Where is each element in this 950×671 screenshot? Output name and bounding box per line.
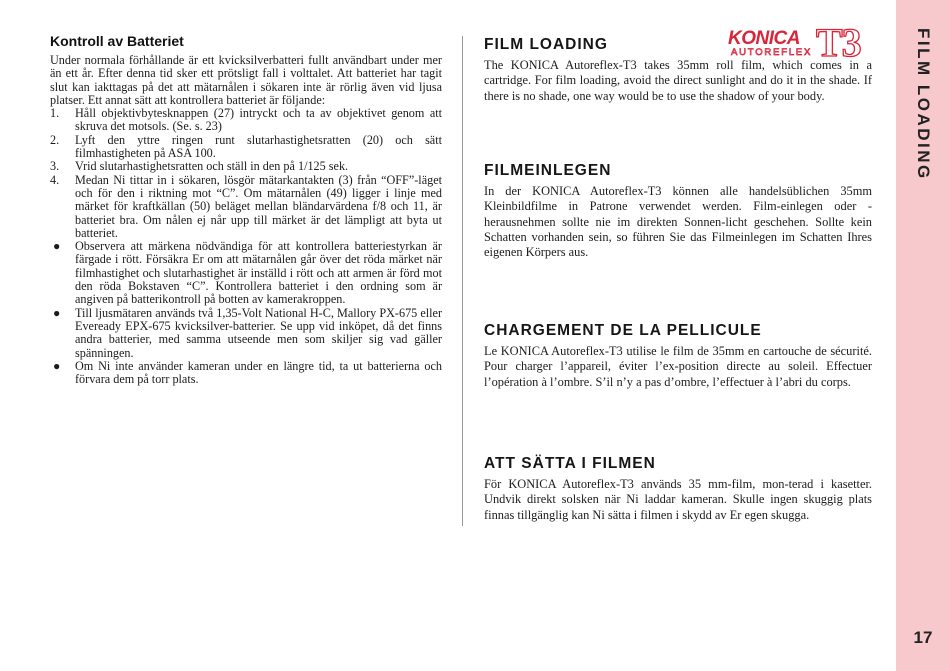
section-film-loading-de (484, 162, 872, 260)
bullet-icon: ● (53, 358, 61, 373)
section-heading: ATT SÄTTA I FILMEN (484, 455, 656, 472)
left-column (50, 33, 442, 386)
list-item (50, 107, 442, 134)
section-heading: FILMEINLEGEN (484, 162, 612, 179)
section-film-loading-sv (484, 455, 872, 523)
side-tab-label: FILM LOADING (914, 28, 933, 181)
step-number: 4. (50, 172, 60, 187)
list-item (50, 240, 442, 306)
battery-check-intro: Under normala förhållande är ett kvicksilverbatteri fullt användbart under mer än ett år. Efter denna tid sker ett prötsligt fall i volttalet. Att batteriet har tagit slut kan iakttagas på det att mätarnålen i sökaren inte är rörlig även vid ljusa platser. Ett annat sätt att kontrollera batteriet är följande: (50, 53, 442, 107)
step-text: Lyft den yttre ringen runt slutarhastighetsratten (20) och sätt filmhastigheten på ASA 100. (75, 132, 442, 161)
logo-brand: KONICA (728, 28, 800, 49)
list-item (50, 174, 442, 240)
list-item (50, 160, 442, 173)
section-film-loading-en (484, 36, 872, 104)
battery-check-steps (50, 107, 442, 240)
list-item (50, 307, 442, 360)
list-item (50, 134, 442, 161)
section-heading: FILM LOADING (484, 36, 608, 53)
logo-subbrand: AUTOREFLEX (731, 47, 813, 58)
section-text: The KONICA Autoreflex-T3 takes 35mm roll film, which comes in a cartridge. For film loading, avoid the direct sunlight and do it in the shade. If there is no shade, one way would be to use the shadow of your body. (484, 58, 872, 103)
section-film-loading-fr (484, 322, 872, 390)
battery-notes (50, 240, 442, 386)
section-heading: CHARGEMENT DE LA PELLICULE (484, 322, 762, 339)
side-tab (896, 0, 950, 671)
list-item (50, 360, 442, 387)
battery-check-body (50, 54, 442, 386)
step-text: Medan Ni tittar in i sökaren, lösgör mätarkantakten (3) från “OFF”-läget och för den i riktning mot “C”. Om mätarnålen (49) ligger i linje med märket för kraftkällan (50) beläget mellan bländarvärdena f/8 och 11, är batteriet bra. Om nålen ej når upp till märket är det lämpligt att byta ut batteriet. (75, 172, 442, 240)
section-text: In der KONICA Autoreflex-T3 können alle handelsüblichen 35mm Kleinbildfilme in Patrone verwendet werden. Film-einlegen oder -herausnehmen sollte nie im direkten Sonnen-licht geschehen. Sollte kein Schatten vorhanden sein, so führen Sie das Filmeinlegen im Schatten Ihres eigenen Körpers aus. (484, 184, 872, 260)
step-text: Håll objektivbytesknappen (27) intryckt och ta av objektivet genom att skruva det motsols. (Se. s. 23) (75, 106, 442, 134)
logo-model: T3 (816, 20, 861, 65)
bullet-icon: ● (53, 239, 61, 254)
note-text: Om Ni inte använder kameran under en längre tid, ta ut batterierna och förvara dem på torr plats. (75, 358, 442, 387)
step-number: 3. (50, 159, 60, 174)
step-text: Vrid slutarhastighetsratten och ställ in den på 1/125 sek. (75, 159, 349, 174)
note-text: Till ljusmätaren används två 1,35-Volt National H-C, Mallory PX-675 eller Eveready EPX-675 kvicksilver-batterier. Se upp vid inköpet, då det finns andra batterier, med samma utseende men som skiljer sig vad gäller spänningen. (75, 305, 442, 360)
section-text: Le KONICA Autoreflex-T3 utilise le film de 35mm en cartouche de sécurité. Pour charger l’appareil, éviter l’ex-position directe au soleil. Effectuer l’opération à l’ombre. S’il n’y a pas d’ombre, l’effectuer à l’abri du corps. (484, 344, 872, 389)
battery-check-heading: Kontroll av Batteriet (50, 33, 184, 49)
section-text: För KONICA Autoreflex-T3 används 35 mm-film, mon-terad i kasetter. Undvik direkt solsken när Ni laddar kameran. Skulle ingen skuggig plats finnas tillgänglig kan Ni sätta i filmen i skydd av Er egen skugga. (484, 477, 872, 522)
bullet-icon: ● (53, 305, 61, 320)
page-number: 17 (913, 628, 933, 647)
step-number: 1. (50, 106, 60, 121)
column-divider (462, 36, 463, 526)
step-number: 2. (50, 132, 60, 147)
note-text: Observera att märkena nödvändiga för att kontrollera batteriestyrkan är färgade i rött. Försäkra Er om att mätarnålen går över det röda märket när filmhastighet och slutarhastighet är inställd i rött och att armen är förd mot den röda Bokstaven “C”. Kontrollera batteriet i den ordning som är angiven på batterikontroll på botten av kamerakroppen. (75, 239, 442, 307)
